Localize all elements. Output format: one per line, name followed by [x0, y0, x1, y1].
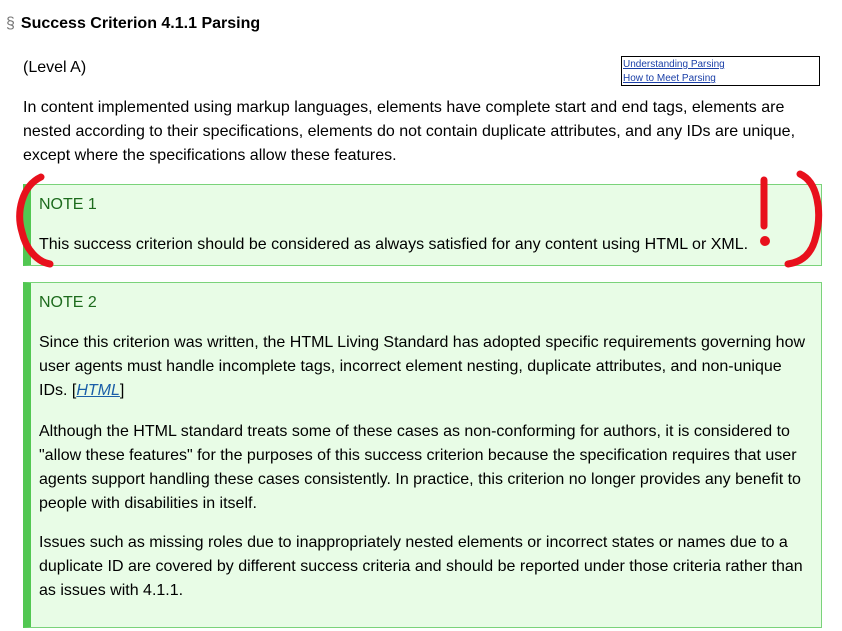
note-2: [23, 282, 822, 628]
note-2-paragraph-2: Although the HTML standard treats some of these cases as non-conforming for authors, it is considered to "allow these features" for the purposes of this success criterion because the specification requires that user agents support handling these cases consistently. In practice, this criterion no longer provides any benefit to people with disabilities in itself.: [39, 423, 801, 512]
related-docs-box: [621, 56, 820, 86]
criterion-description: In content implemented using markup languages, elements have complete start and end tags, elements are nested according to their specifications, elements do not contain duplicate attributes, and any IDs are unique, except where the specifications allow these features.: [23, 99, 796, 164]
criterion-heading: [6, 15, 260, 33]
conformance-level: (Level A): [23, 59, 87, 76]
understanding-link[interactable]: Understanding Parsing: [623, 59, 725, 70]
note-2-paragraph-1: [39, 331, 809, 403]
note-1: [23, 184, 822, 266]
note-1-title: NOTE 1: [39, 196, 97, 213]
html-reference-link[interactable]: HTML: [76, 382, 120, 399]
note-2-paragraph-3: Issues such as missing roles due to inappropriately nested elements or incorrect states or names due to a duplicate ID are covered by different success criteria and should be reported under those criteria rather than as issues with 4.1.1.: [39, 534, 803, 599]
note-2-title: NOTE 2: [39, 294, 97, 311]
criterion-title: Success Criterion 4.1.1 Parsing: [20, 15, 261, 32]
note-1-text: This success criterion should be considered as always satisfied for any content using HTML or XML.: [39, 236, 749, 253]
note-2-p1-text: Since this criterion was written, the HTML Living Standard has adopted specific requirements governing how user agents must handle incomplete tags, incorrect element nesting, duplicate attributes, and non-unique IDs. [: [39, 334, 806, 399]
section-link[interactable]: §: [6, 15, 15, 32]
note-2-p1-end: ]: [119, 382, 125, 399]
how-to-meet-link[interactable]: How to Meet Parsing: [623, 73, 716, 84]
